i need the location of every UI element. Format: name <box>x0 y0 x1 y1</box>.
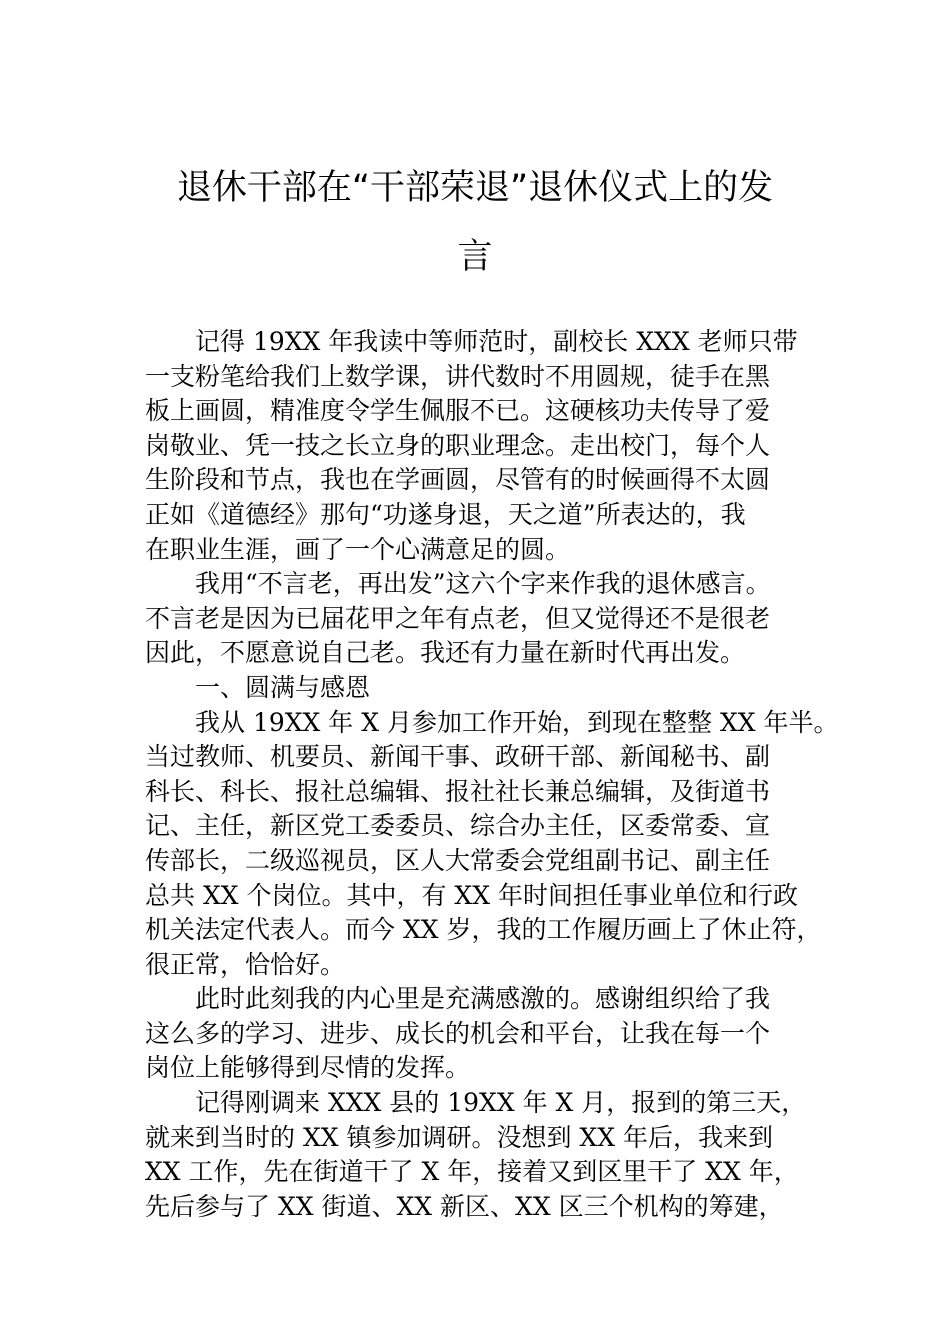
section-heading: 一、圆满与感恩 <box>195 672 371 702</box>
document-body <box>145 325 839 1224</box>
paragraph-line: 传部长，二级巡视员，区人大常委会党组副书记、副主任 <box>145 845 771 875</box>
paragraph-line: 不言老是因为已届花甲之年有点老，但又觉得还不是很老 <box>145 603 771 633</box>
paragraph-line: 因此，不愿意说自己老。我还有力量在新时代再出发。 <box>145 638 746 668</box>
paragraph-line: 这么多的学习、进步、成长的机会和平台，让我在每一个 <box>145 1018 771 1048</box>
paragraph-line: 我从 19XX 年 X 月参加工作开始，到现在整整 XX 年半。 <box>195 707 839 737</box>
paragraph-line: 机关法定代表人。而今 XX 岁，我的工作履历画上了休止符， <box>145 915 822 945</box>
paragraph-line: 就来到当时的 XX 镇参加调研。没想到 XX 年后，我来到 <box>145 1122 773 1152</box>
paragraph-line: 总共 XX 个岗位。其中，有 XX 年时间担任事业单位和行政 <box>145 880 798 910</box>
paragraph-line: 当过教师、机要员、新闻干事、政研干部、新闻秘书、副 <box>145 742 771 772</box>
paragraph-line: 我用“不言老，再出发”这六个字来作我的退休感言。 <box>195 569 771 599</box>
paragraph-line: 生阶段和节点，我也在学画圆，尽管有的时候画得不太圆 <box>145 465 771 495</box>
paragraph-line: 记、主任，新区党工委委员、综合办主任，区委常委、宣 <box>145 811 771 841</box>
paragraph-line: 正如《道德经》那句“功遂身退，天之道”所表达的，我 <box>145 499 746 529</box>
paragraph-line: 先后参与了 XX 街道、XX 新区、XX 区三个机构的筹建， <box>145 1191 784 1221</box>
paragraph-line: 岗位上能够得到尽情的发挥。 <box>145 1053 471 1083</box>
paragraph-line: 记得 19XX 年我读中等师范时，副校长 XXX 老师只带 <box>195 327 798 356</box>
document-title-line-2: 言 <box>457 237 493 277</box>
paragraph-line: 记得刚调来 XXX 县的 19XX 年 X 月，报到的第三天， <box>195 1088 807 1118</box>
paragraph-line: 很正常，恰恰好。 <box>145 949 346 979</box>
paragraph-line: XX 工作，先在街道干了 X 年，接着又到区里干了 XX 年， <box>145 1157 799 1187</box>
paragraph-line: 板上画圆，精准度令学生佩服不已。这硬核功夫传导了爱 <box>145 396 771 426</box>
paragraph-line: 在职业生涯，画了一个心满意足的圆。 <box>145 534 571 564</box>
paragraph-line: 此时此刻我的内心里是充满感激的。感谢组织给了我 <box>195 984 771 1014</box>
paragraph-line: 岗敬业、凭一技之长立身的职业理念。走出校门，每个人 <box>145 430 771 460</box>
paragraph-line: 一支粉笔给我们上数学课，讲代数时不用圆规，徒手在黑 <box>145 361 771 391</box>
document-title-line-1: 退休干部在“干部荣退”退休仪式上的发 <box>176 168 774 208</box>
paragraph-line: 科长、科长、报社总编辑、报社社长兼总编辑，及街道书 <box>145 776 771 806</box>
